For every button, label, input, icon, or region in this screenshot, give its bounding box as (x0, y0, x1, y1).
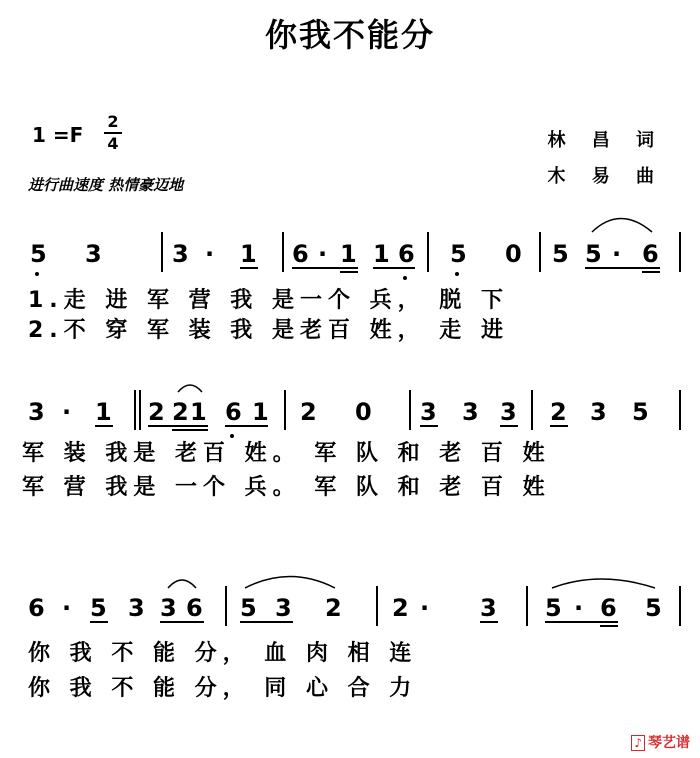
time-bottom: 4 (107, 134, 119, 153)
time-top: 2 (107, 112, 119, 131)
logo-mark-icon: ♪ (631, 735, 645, 751)
svg-text:3: 3 (172, 240, 189, 268)
svg-text:·: · (62, 398, 72, 426)
svg-text:·: · (205, 240, 215, 268)
svg-text:·: · (420, 594, 430, 622)
svg-text:5: 5 (632, 398, 649, 426)
lyric-line-1-verse-1: 1.走 进 军 营 我 是一个 兵， 脱 下 (28, 288, 509, 313)
composer-credit: 木 易 曲 (547, 166, 664, 187)
svg-text:6: 6 (600, 594, 617, 622)
svg-text:5: 5 (90, 594, 107, 622)
svg-text:6: 6 (225, 398, 242, 426)
svg-text:1: 1 (340, 240, 357, 268)
svg-text:1: 1 (373, 240, 390, 268)
svg-text:0: 0 (505, 240, 522, 268)
score-line-1 (30, 219, 680, 281)
svg-text:1: 1 (190, 398, 207, 426)
svg-text:·: · (318, 240, 328, 268)
svg-text:2: 2 (392, 594, 409, 622)
svg-text:6: 6 (292, 240, 309, 268)
key-signature: 1 =F (32, 123, 84, 147)
svg-text:3: 3 (85, 240, 102, 268)
svg-text:5: 5 (545, 594, 562, 622)
svg-text:5: 5 (552, 240, 569, 268)
svg-text:·: · (62, 594, 72, 622)
svg-text:6: 6 (398, 240, 415, 268)
svg-text:·: · (574, 594, 584, 622)
svg-text:3: 3 (462, 398, 479, 426)
lyric-line-2-verse-1: 军 装 我是 老百 姓。 军 队 和 老 百 姓 (22, 441, 551, 466)
svg-text:0: 0 (355, 398, 372, 426)
svg-text:2: 2 (300, 398, 317, 426)
svg-text:3: 3 (590, 398, 607, 426)
svg-text:2: 2 (148, 398, 165, 426)
svg-text:3: 3 (28, 398, 45, 426)
svg-text:·: · (612, 240, 622, 268)
lyric-line-3-verse-2: 你 我 不 能 分， 同 心 合 力 (28, 676, 418, 701)
svg-text:5: 5 (585, 240, 602, 268)
svg-text:6: 6 (28, 594, 45, 622)
svg-text:1: 1 (240, 240, 257, 268)
score-line-2 (28, 385, 680, 438)
song-title: 你我不能分 (264, 16, 435, 54)
score-line-3 (28, 577, 680, 627)
svg-text:1: 1 (95, 398, 112, 426)
svg-text:3: 3 (480, 594, 497, 622)
svg-text:3: 3 (500, 398, 517, 426)
svg-text:2: 2 (172, 398, 189, 426)
lyric-line-1-verse-2: 2.不 穿 军 装 我 是老百 姓， 走 进 (28, 318, 509, 343)
svg-text:6: 6 (186, 594, 203, 622)
svg-text:3: 3 (160, 594, 177, 622)
lyric-line-2-verse-2: 军 营 我是 一个 兵。 军 队 和 老 百 姓 (22, 475, 551, 500)
lyricist-credit: 林 昌 词 (547, 130, 664, 151)
svg-text:3: 3 (275, 594, 292, 622)
svg-text:3: 3 (420, 398, 437, 426)
tempo-marking: 进行曲速度 热情豪迈地 (28, 176, 184, 194)
svg-text:2: 2 (325, 594, 342, 622)
lyric-line-3-verse-1: 你 我 不 能 分， 血 肉 相 连 (28, 641, 418, 666)
svg-text:5: 5 (30, 240, 47, 268)
svg-text:3: 3 (128, 594, 145, 622)
svg-text:5: 5 (450, 240, 467, 268)
svg-text:6: 6 (642, 240, 659, 268)
svg-text:1: 1 (252, 398, 269, 426)
watermark-logo (631, 732, 690, 752)
svg-text:5: 5 (240, 594, 257, 622)
svg-text:2: 2 (550, 398, 567, 426)
svg-text:5: 5 (645, 594, 662, 622)
watermark-text: 琴艺谱 (648, 735, 690, 751)
